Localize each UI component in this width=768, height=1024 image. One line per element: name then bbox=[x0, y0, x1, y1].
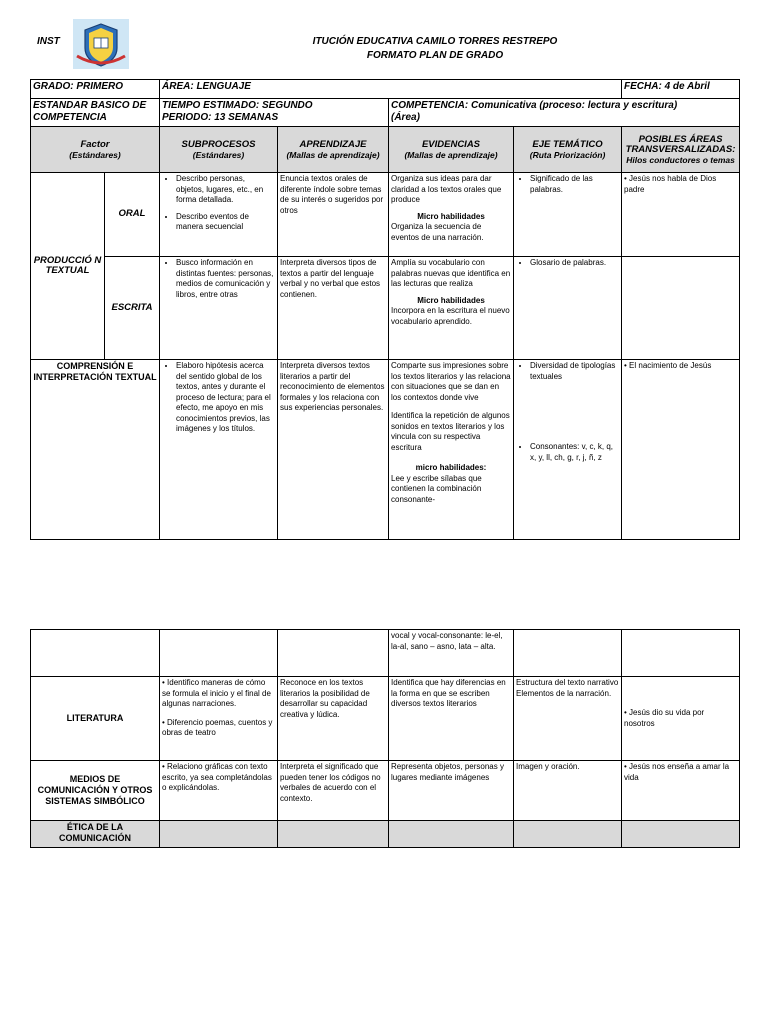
tiempo-cell bbox=[160, 99, 389, 127]
literatura-aprendizaje: Reconoce en los textos literarios la posibilidad de desarrollar su capacidad creativa y lúdica. bbox=[278, 677, 389, 761]
evidence-text: Organiza sus ideas para dar claridad a los textos orales que produce bbox=[391, 174, 502, 204]
escrita-label: ESCRITA bbox=[105, 257, 160, 360]
literatura-label: LITERATURA bbox=[31, 677, 160, 761]
competencia-line-1: COMPETENCIA: Comunicativa (proceso: lectura y escritura) bbox=[391, 100, 678, 111]
escrita-aprendizaje: Interpreta diversos tipos de textos a partir del lenguaje verbal y no verbal que estos contienen. bbox=[278, 257, 389, 360]
list-item: • Elaboro hipótesis acerca del sentido global de los textos, antes y durante el proceso de lectura; para el efecto, me apoyo en mis conocimientos previos, las imágenes y los títulos. bbox=[176, 361, 275, 435]
comprension-eje bbox=[514, 360, 622, 540]
school-crest-logo bbox=[72, 18, 130, 70]
medios-eje: Imagen y oración. bbox=[514, 761, 622, 821]
col-factor-header bbox=[31, 127, 160, 173]
comprension-label: COMPRENSIÓN E INTERPRETACIÓN TEXTUAL bbox=[31, 360, 160, 540]
posibles-subtitle: Hilos conductores o temas bbox=[626, 154, 735, 165]
plan-table-continued bbox=[30, 629, 740, 848]
evidence-text: Identifica la repetición de algunos sonidos en textos literarios y los vincula con su respectiva escritura bbox=[391, 411, 510, 452]
comprension-evidencias bbox=[389, 360, 514, 540]
oral-posibles: • Jesús nos habla de Dios padre bbox=[622, 173, 740, 257]
medios-posibles: • Jesús nos enseña a amar la vida bbox=[622, 761, 740, 821]
evidencias-title: EVIDENCIAS bbox=[421, 138, 481, 150]
comprension-subprocesos bbox=[160, 360, 278, 540]
comprension-posibles: • El nacimiento de Jesús bbox=[622, 360, 740, 540]
estandar-cell: ESTANDAR BASICO DE COMPETENCIA bbox=[31, 99, 160, 127]
empty-cell bbox=[622, 821, 740, 848]
escrita-eje bbox=[514, 257, 622, 360]
empty-cell bbox=[31, 630, 160, 677]
empty-cell bbox=[514, 630, 622, 677]
oral-evidencias bbox=[389, 173, 514, 257]
eje-title: EJE TEMÁTICO bbox=[532, 138, 603, 150]
list-item: • Describo personas, objetos, lugares, etc., en forma detallada. bbox=[176, 174, 275, 206]
literatura-posibles: • Jesús dio su vida por nosotros bbox=[622, 677, 740, 761]
evidence-text: Amplía su vocabulario con palabras nuevas que identifica en las lecturas que realiza bbox=[391, 258, 511, 288]
competencia-cell bbox=[389, 99, 740, 127]
area-cell: ÁREA: LENGUAJE bbox=[160, 80, 622, 99]
empty-cell bbox=[160, 821, 278, 848]
evidencias-subtitle: (Mallas de aprendizaje) bbox=[404, 149, 498, 160]
escrita-evidencias bbox=[389, 257, 514, 360]
subprocesos-subtitle: (Estándares) bbox=[192, 149, 245, 160]
medios-evidencia: Representa objetos, personas y lugares mediante imágenes bbox=[389, 761, 514, 821]
fecha-cell: FECHA: 4 de Abril bbox=[622, 80, 740, 99]
produccion-textual-label: PRODUCCIÓ N TEXTUAL bbox=[31, 173, 105, 360]
medios-subprocesos: • Relaciono gráficas con texto escrito, ya sea completándolas o explicándolas. bbox=[160, 761, 278, 821]
grado-cell: GRADO: PRIMERO bbox=[31, 80, 160, 99]
list-item: • Glosario de palabras. bbox=[530, 258, 619, 269]
empty-cell bbox=[278, 630, 389, 677]
list-item: • Diferencio poemas, cuentos y obras de teatro bbox=[162, 717, 273, 737]
institution-label: INST bbox=[37, 36, 60, 47]
oral-eje bbox=[514, 173, 622, 257]
literatura-eje: Estructura del texto narrativo Elementos de la narración. bbox=[514, 677, 622, 761]
document-title: FORMATO PLAN DE GRADO bbox=[366, 50, 504, 61]
list-item: • Identifico maneras de cómo se formula el inicio y el final de algunas narraciones. bbox=[162, 678, 271, 708]
etica-label: ÉTICA DE LA COMUNICACIÓN bbox=[31, 821, 160, 848]
empty-cell bbox=[278, 821, 389, 848]
competencia-line-2: (Área) bbox=[391, 112, 420, 123]
list-item: • Consonantes: v, c, k, q, x, y, ll, ch, g, r, j, ñ, z bbox=[530, 442, 619, 463]
factor-subtitle: (Estándares) bbox=[69, 149, 121, 160]
oral-aprendizaje: Enuncia textos orales de diferente índole sobre temas de su interés o sugeridos por otros bbox=[278, 173, 389, 257]
micro-habilidades-label: Micro habilidades bbox=[417, 295, 485, 305]
list-item: • Busco información en distintas fuentes: personas, medios de comunicación y libros, entre otras bbox=[176, 258, 275, 300]
aprendizaje-subtitle: (Mallas de aprendizaje) bbox=[286, 149, 380, 160]
tiempo-line-2: PERIODO: 13 SEMANAS bbox=[162, 112, 279, 123]
medios-label: MEDIOS DE COMUNICACIÓN Y OTROS SISTEMAS SIMBÓLICO bbox=[31, 761, 160, 821]
oral-subprocesos bbox=[160, 173, 278, 257]
literatura-subprocesos bbox=[160, 677, 278, 761]
list-item: • Significado de las palabras. bbox=[530, 174, 619, 195]
institution-title: ITUCIÓN EDUCATIVA CAMILO TORRES RESTREPO bbox=[312, 36, 558, 47]
comprension-aprendizaje: Interpreta diversos textos literarios a partir del reconocimiento de elementos formales y los relaciona con sus experiencias personales. bbox=[278, 360, 389, 540]
micro-habilidades-label: micro habilidades: bbox=[415, 463, 487, 472]
empty-cell bbox=[514, 821, 622, 848]
escrita-posibles bbox=[622, 257, 740, 360]
list-item: • Describo eventos de manera secuencial bbox=[176, 212, 275, 233]
evidence-text: Lee y escribe sílabas que contienen la combinación consonante- bbox=[391, 473, 482, 504]
micro-habilidades-label: Micro habilidades bbox=[417, 211, 485, 221]
col-subprocesos-header bbox=[160, 127, 278, 173]
empty-cell bbox=[160, 630, 278, 677]
plan-table bbox=[30, 79, 740, 540]
continued-evidencia: vocal y vocal-consonante: le-el, la-al, sano – asno, lata – alta. bbox=[389, 630, 514, 677]
evidence-text: Comparte sus impresiones sobre los textos literarios y las relaciona con situaciones que se dan en los contextos donde vive bbox=[391, 361, 511, 402]
subprocesos-title: SUBPROCESOS bbox=[181, 138, 256, 150]
col-posibles-header bbox=[622, 127, 740, 173]
evidence-text: Organiza la secuencia de eventos de una narración. bbox=[391, 222, 484, 242]
evidence-text: Incorpora en la escritura el nuevo vocabulario aprendido. bbox=[391, 306, 510, 326]
col-evidencias-header bbox=[389, 127, 514, 173]
aprendizaje-title: APRENDIZAJE bbox=[299, 138, 367, 150]
posibles-title: POSIBLES ÁREAS TRANSVERSALIZADAS: bbox=[625, 133, 736, 155]
tiempo-line-1: TIEMPO ESTIMADO: SEGUNDO bbox=[162, 100, 313, 111]
empty-cell bbox=[622, 630, 740, 677]
factor-title: Factor bbox=[80, 138, 110, 150]
oral-label: ORAL bbox=[105, 173, 160, 257]
medios-aprendizaje: Interpreta el significado que pueden tener los códigos no verbales de acuerdo con el contexto. bbox=[278, 761, 389, 821]
literatura-evidencia: Identifica que hay diferencias en la forma en que se escriben diversos textos literarios bbox=[389, 677, 514, 761]
col-aprendizaje-header bbox=[278, 127, 389, 173]
col-eje-header bbox=[514, 127, 622, 173]
empty-cell bbox=[389, 821, 514, 848]
escrita-subprocesos bbox=[160, 257, 278, 360]
list-item: • Diversidad de tipologías textuales bbox=[530, 361, 619, 382]
eje-subtitle: (Ruta Priorización) bbox=[529, 149, 606, 160]
